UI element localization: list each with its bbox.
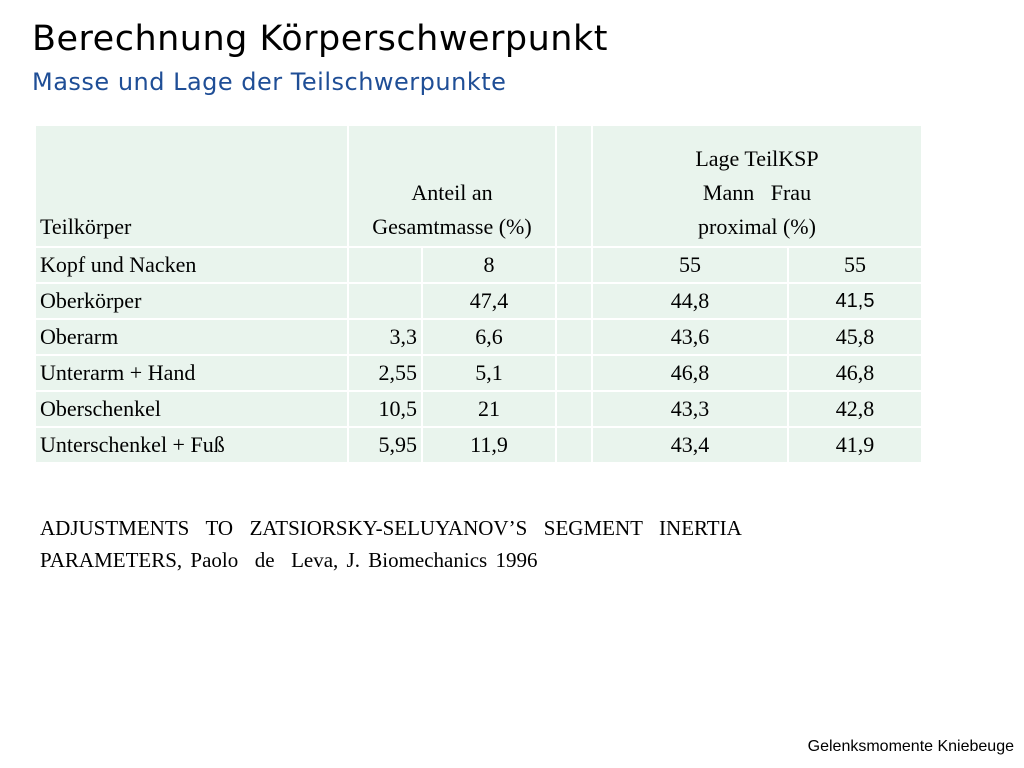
cell-segment: Unterarm + Hand	[35, 355, 348, 391]
cell-mass-total: 8	[422, 247, 556, 283]
header-mass	[348, 125, 556, 247]
header-position	[592, 125, 922, 247]
cell-male: 46,8	[592, 355, 788, 391]
cell-female: 46,8	[788, 355, 922, 391]
reference-citation	[40, 512, 742, 576]
table-row	[35, 247, 922, 283]
cell-mass-single: 5,95	[348, 427, 422, 463]
cell-mass-total: 47,4	[422, 283, 556, 319]
cell-spacer	[556, 355, 592, 391]
cell-spacer	[556, 391, 592, 427]
cell-mass-total: 6,6	[422, 319, 556, 355]
header-position-line2: Mann Frau	[702, 180, 812, 205]
slide-subtitle: Masse und Lage der Teilschwerpunkte	[32, 68, 507, 96]
cell-segment: Oberschenkel	[35, 391, 348, 427]
cell-female: 42,8	[788, 391, 922, 427]
cell-male: 43,3	[592, 391, 788, 427]
cell-mass-single	[348, 247, 422, 283]
header-position-line1: Lage TeilKSP	[695, 146, 819, 171]
cell-male: 43,4	[592, 427, 788, 463]
table-row	[35, 427, 922, 463]
cell-mass-single	[348, 283, 422, 319]
cell-spacer	[556, 247, 592, 283]
cell-mass-total: 11,9	[422, 427, 556, 463]
cell-mass-single: 3,3	[348, 319, 422, 355]
cell-mass-single: 2,55	[348, 355, 422, 391]
cell-female: 55	[788, 247, 922, 283]
segment-table	[34, 124, 923, 464]
header-segment: Teilkörper	[35, 125, 348, 247]
table-row	[35, 355, 922, 391]
cell-male: 44,8	[592, 283, 788, 319]
header-mass-line1: Anteil an	[411, 180, 493, 205]
cell-female: 41,5	[788, 283, 922, 319]
cell-spacer	[556, 283, 592, 319]
cell-spacer	[556, 427, 592, 463]
cell-mass-total: 5,1	[422, 355, 556, 391]
cell-segment: Oberarm	[35, 319, 348, 355]
header-mass-line2: Gesamtmasse (%)	[372, 214, 532, 239]
cell-segment: Oberkörper	[35, 283, 348, 319]
cell-mass-total: 21	[422, 391, 556, 427]
table-row	[35, 283, 922, 319]
cell-segment: Kopf und Nacken	[35, 247, 348, 283]
cell-mass-single: 10,5	[348, 391, 422, 427]
table-row	[35, 319, 922, 355]
header-position-line3: proximal (%)	[698, 214, 816, 239]
cell-female: 45,8	[788, 319, 922, 355]
table-row	[35, 391, 922, 427]
table-header-row	[35, 125, 922, 247]
cell-spacer	[556, 319, 592, 355]
cell-male: 43,6	[592, 319, 788, 355]
reference-line1: ADJUSTMENTS TO ZATSIORSKY-SELUYANOV’S SEGMENT INERTIA	[40, 516, 742, 540]
reference-line2: PARAMETERS, Paolo de Leva, J. Biomechanics 1996	[40, 548, 538, 572]
header-spacer	[556, 125, 592, 247]
slide-title: Berechnung Körperschwerpunkt	[32, 19, 608, 59]
footer-text: Gelenksmomente Kniebeuge	[807, 738, 1014, 755]
cell-female: 41,9	[788, 427, 922, 463]
cell-segment: Unterschenkel + Fuß	[35, 427, 348, 463]
cell-male: 55	[592, 247, 788, 283]
